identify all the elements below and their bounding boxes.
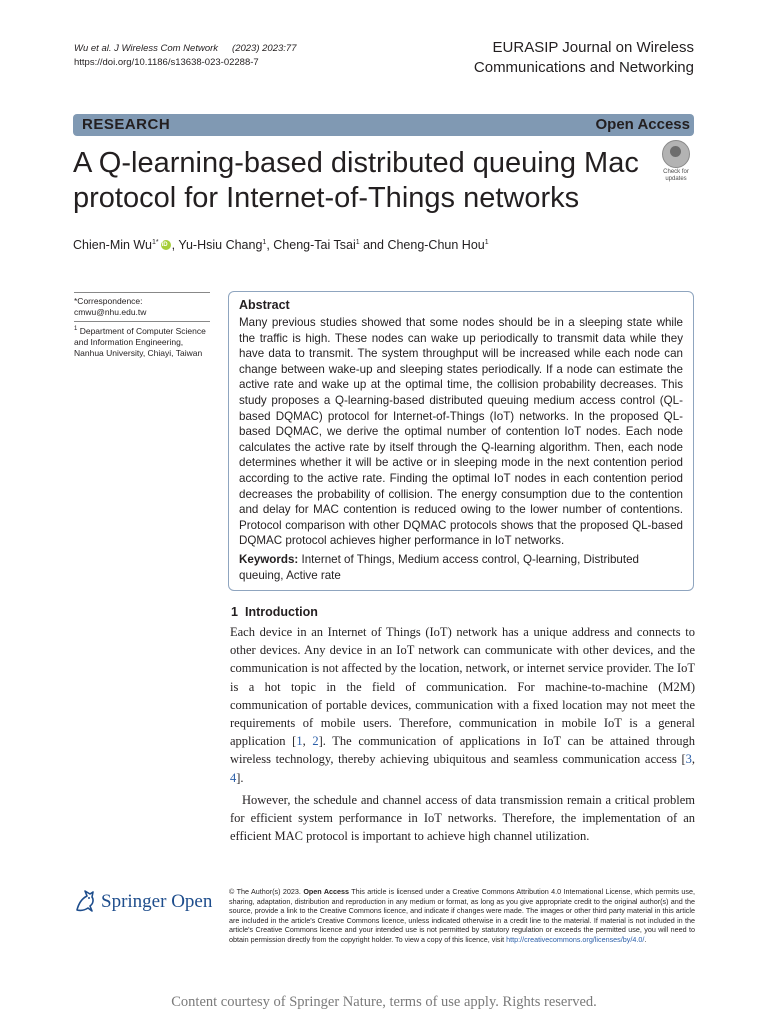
article-type-label: RESEARCH: [82, 116, 171, 133]
author-affiliation-sup: 1: [262, 238, 267, 246]
publisher-suffix: Open: [171, 891, 213, 912]
citation-block: [74, 42, 296, 70]
citation-link[interactable]: 2: [312, 734, 319, 749]
license-statement: © The Author(s) 2023. Open Access This article is licensed under a Creative Commons Attribution 4.0 International License, which permits use, sharing, adaptation, distribution and reproduction in any medium or format, as long as you give appropriate credit to the original author(s) and the source, provide a link to the Creative Commons licence, and indicate if changes were made. The images or other third party material in this article are included in the article's Creative Commons licence, unless indicated otherwise in a credit line to the material. If material is not included in the article's Creative Commons licence and your intended use is not permitted by statutory regulation or exceeds the permitted use, you will need to obtain permission directly from the copyright holder. To view a copy of this licence, visit http://creativecommons.org/licenses/by/4.0/.: [229, 887, 695, 944]
author-name[interactable]: Yu-Hsiu Chang: [178, 238, 263, 252]
citation-authors: Wu et al. J Wireless Com Network: [74, 43, 219, 54]
author-affiliation-sup: 1: [484, 238, 489, 246]
keywords: [239, 552, 683, 583]
keywords-label: Keywords:: [239, 552, 299, 566]
abstract-heading: Abstract: [239, 298, 290, 312]
journal-name-line2: Communications and Networking: [473, 59, 694, 76]
orcid-icon[interactable]: [161, 240, 171, 250]
author-affiliation-sup: 1: [355, 238, 360, 246]
journal-name: [474, 38, 694, 78]
publisher-logo[interactable]: [73, 886, 218, 916]
author-affiliation-sup: 1*: [151, 238, 159, 246]
citation-link[interactable]: 3: [685, 752, 692, 767]
section-heading-introduction: [231, 605, 318, 619]
correspondence-label: *Correspondence:: [74, 296, 143, 306]
abstract-text: Many previous studies showed that some nodes should be in a sleeping state while the traffic is high. These nodes can wake up periodically to transmit data while they have data to transmit. The system throughput will be increased while each node can change between wake-up and sleeping states periodically. If a node can estimate the active rate and wake up at the optimal time, the collision probability decreases. This study proposes a Q-learning-based distributed queuing medium access control (QL-based DQMAC) protocol for Internet-of-Things (IoT) networks. In the proposed QL-based DQMAC, we derive the optimal number of contention IoT nodes. Each node calculates the active rate by itself through the Q-learning algorithm. Then, each node determines whether it will be active or in sleeping mode in the next contention period according to the active rate. Finding the optimal IoT nodes in each contention period decreases the probability of collision. The energy consumption due to the contention and delay for MAC contention is reduced owing to the lower number of contentions. Protocol comparison with other DQMAC protocols shows that the proposed QL-based DQMAC protocol achieves higher performance in IoT networks.: [239, 316, 683, 548]
check-updates-line2: updates: [665, 176, 687, 182]
introduction-paragraph-2: However, the schedule and channel access of data transmission remain a critical problem for efficient system performance in IoT networks. Therefore, the implementation of an efficient MAC protocol is important to achieve high channel utilization.: [230, 792, 695, 844]
author-name[interactable]: Cheng-Tai Tsai: [273, 238, 356, 252]
content-courtesy-notice: Content courtesy of Springer Nature, terms of use apply. Rights reserved.: [171, 994, 597, 1010]
check-for-updates-badge[interactable]: [658, 140, 694, 180]
open-access-bold: Open Access: [303, 887, 350, 896]
affiliation-text: Department of Computer Science and Information Engineering, Nanhua University, Chiayi, Taiwan: [74, 325, 206, 358]
citation-link[interactable]: 4: [230, 770, 237, 785]
abstract-box: [228, 291, 694, 591]
correspondence-email[interactable]: cmwu@nhu.edu.tw: [74, 307, 147, 317]
check-for-updates-icon: [662, 140, 690, 168]
article-type-banner: [73, 114, 694, 136]
license-link[interactable]: http://creativecommons.org/licenses/by/4.0/: [506, 934, 645, 944]
section-number: 1: [231, 605, 238, 619]
section-title: Introduction: [245, 605, 318, 619]
check-updates-line1: Check for: [663, 169, 689, 175]
author-list: Chien-Min $Wu^{1*}iD$ , Yu-Hsiu Chang$^1$, Cheng-Tai Tsai$^1$ and Cheng-Chun Hou$^1$: [73, 238, 489, 252]
author-name[interactable]: Cheng-Chun Hou: [387, 238, 485, 252]
springer-horse-icon: [73, 888, 97, 914]
open-access-label: Open Access: [595, 116, 690, 133]
affiliation: [74, 321, 210, 359]
citation-link[interactable]: 1: [296, 734, 303, 749]
doi-link[interactable]: https://doi.org/10.1186/s13638-023-02288-7: [74, 57, 259, 68]
journal-name-line1: EURASIP Journal on Wireless: [492, 39, 694, 56]
keywords-list: Internet of Things, Medium access control, Q-learning, Distributed queuing, Active rate: [239, 552, 639, 582]
affiliation-sup: 1: [74, 326, 78, 332]
citation-year: (2023) 2023:77: [232, 43, 297, 54]
article-title: A Q-learning-based distributed queuing Mac protocol for Internet-of-Things networks: [73, 147, 639, 214]
correspondence: [74, 292, 210, 318]
author-name[interactable]: Chien-Min Wu: [73, 238, 152, 252]
publisher-name: Springer: [101, 891, 167, 912]
introduction-body: [230, 623, 695, 845]
introduction-paragraph-1: Each device in an Internet of Things (IoT) network has a unique address and connects to other devices. Any device in an IoT network can communicate with other devices, and the communication is not affected by the location, network, or internet service provider. The IoT is a hot topic in the field of communication. For machine-to-machine (M2M) communication of portable devices, communication with a fixed location may not meet the requirements of mobile users. Therefore, communication in mobile IoT is a general application [1, 2]. The communication of applications in IoT can be attained through wireless technology, thereby achieving ubiquitous and seamless communication access [3, 4].: [230, 625, 695, 785]
